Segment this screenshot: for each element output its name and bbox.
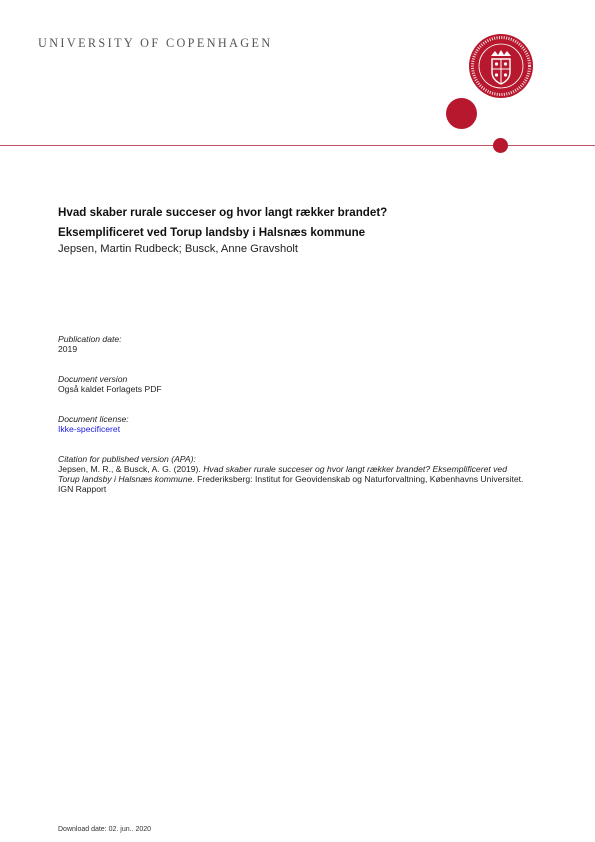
- license-link[interactable]: Ikke-specificeret: [58, 424, 121, 434]
- document-license-block: [58, 414, 129, 434]
- citation-block: [58, 454, 528, 494]
- publication-date-block: [58, 334, 122, 354]
- citation-label: Citation for published version (APA):: [58, 454, 196, 464]
- university-name: UNIVERSITY OF COPENHAGEN: [38, 36, 273, 50]
- document-version-block: [58, 374, 162, 394]
- authors: Jepsen, Martin Rudbeck; Busck, Anne Gravsholt: [58, 243, 299, 255]
- document-version-value: Også kaldet Forlagets PDF: [58, 384, 162, 394]
- document-title: [58, 203, 538, 243]
- decorative-large-dot: [446, 98, 477, 129]
- citation-title: Hvad skaber rurale succeser og hvor langt rækker brandet? Eksemplificeret ved Torup landsby i Halsnæs kommune: [58, 464, 507, 484]
- publication-date-label: Publication date:: [58, 334, 122, 344]
- university-seal-icon: [469, 34, 533, 98]
- decorative-small-dot: [493, 138, 508, 153]
- citation-authors: Jepsen, M. R., & Busck, A. G. (2019).: [58, 464, 204, 474]
- citation-rest: . Frederiksberg: Institut for Geovidenskab og Naturforvaltning, Københavns Universitet. IGN Rapport: [58, 474, 524, 494]
- title-line-1: Hvad skaber rurale succeser og hvor langt rækker brandet?: [58, 206, 388, 219]
- download-date: Download date: 02. jun.. 2020: [58, 826, 152, 833]
- document-license-label: Document license:: [58, 414, 129, 424]
- publication-date-value: 2019: [58, 344, 78, 354]
- document-version-label: Document version: [58, 374, 128, 384]
- title-line-2: Eksemplificeret ved Torup landsby i Halsnæs kommune: [58, 226, 366, 239]
- citation-text: [58, 464, 528, 494]
